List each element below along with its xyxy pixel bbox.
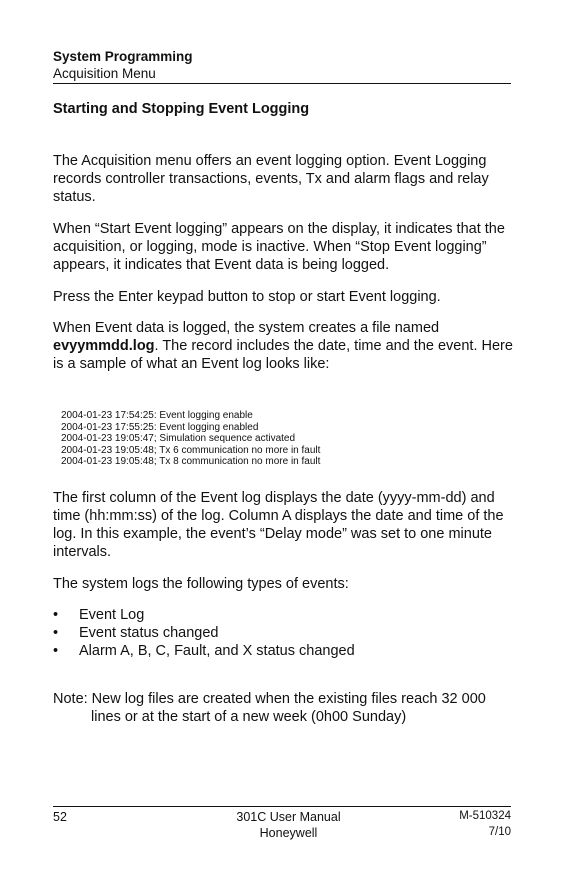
footer-manual-title: 301C User Manual <box>236 810 341 824</box>
list-item <box>53 606 355 624</box>
footer-rule <box>53 806 511 807</box>
bullet-mark: • <box>53 643 59 659</box>
footer-date: 7/10 <box>488 826 511 838</box>
log-line: 2004-01-23 19:05:47; Simulation sequence activated <box>61 433 296 445</box>
log-filename: evyymmdd.log <box>53 338 155 354</box>
event-log-sample <box>61 410 320 468</box>
display-status-paragraph: When “Start Event logging” appears on the display, it indicates that the acquisition, or logging, mode is inactive. When “Stop Event logging” appears, it indicates that Event data is being logged. <box>53 221 505 273</box>
footer-company: Honeywell <box>259 826 318 840</box>
log-line: 2004-01-23 19:05:48; Tx 6 communication no more in fault <box>61 444 321 456</box>
list-item-label: Event status changed <box>79 625 219 641</box>
bullet-mark: • <box>53 625 59 641</box>
log-file-paragraph <box>53 319 515 373</box>
log-line: 2004-01-23 17:54:25: Event logging enable <box>61 410 253 421</box>
footer-doc-number: M-510324 <box>459 810 511 822</box>
note-line-2: lines or at the start of a new week (0h00 Sunday) <box>91 709 407 725</box>
bullet-mark: • <box>53 607 59 623</box>
list-item-label: Event Log <box>79 607 145 623</box>
log-file-text-after: . The record includes the date, time and the event. Here is a sample of what an Event log looks like: <box>53 338 513 372</box>
list-item-label: Alarm A, B, C, Fault, and X status changed <box>79 643 355 659</box>
event-types-list <box>53 606 355 660</box>
log-columns-paragraph: The first column of the Event log displays the date (yyyy-mm-dd) and time (hh:mm:ss) of the log. Column A displays the date and time of the log. In this example, the event’s “Delay mode” was set to one minute intervals. <box>53 490 504 560</box>
header-subtitle: Acquisition Menu <box>53 66 156 81</box>
header-rule <box>53 83 511 84</box>
list-item <box>53 624 355 642</box>
header-title: System Programming <box>53 49 193 64</box>
log-file-text-before: When Event data is logged, the system creates a file named <box>53 320 440 336</box>
note-line-1: Note: New log files are created when the existing files reach 32 000 <box>53 691 486 707</box>
section-title: Starting and Stopping Event Logging <box>53 101 310 117</box>
page-number: 52 <box>53 810 67 824</box>
enter-button-paragraph: Press the Enter keypad button to stop or start Event logging. <box>53 289 441 305</box>
log-line: 2004-01-23 17:55:25: Event logging enabled <box>61 421 259 433</box>
note-block <box>53 690 523 726</box>
event-types-intro: The system logs the following types of events: <box>53 576 349 592</box>
list-item <box>53 642 355 660</box>
intro-paragraph: The Acquisition menu offers an event logging option. Event Logging records controller transactions, events, Tx and alarm flags and relay status. <box>53 153 489 205</box>
log-line: 2004-01-23 19:05:48; Tx 8 communication no more in fault <box>61 456 321 468</box>
